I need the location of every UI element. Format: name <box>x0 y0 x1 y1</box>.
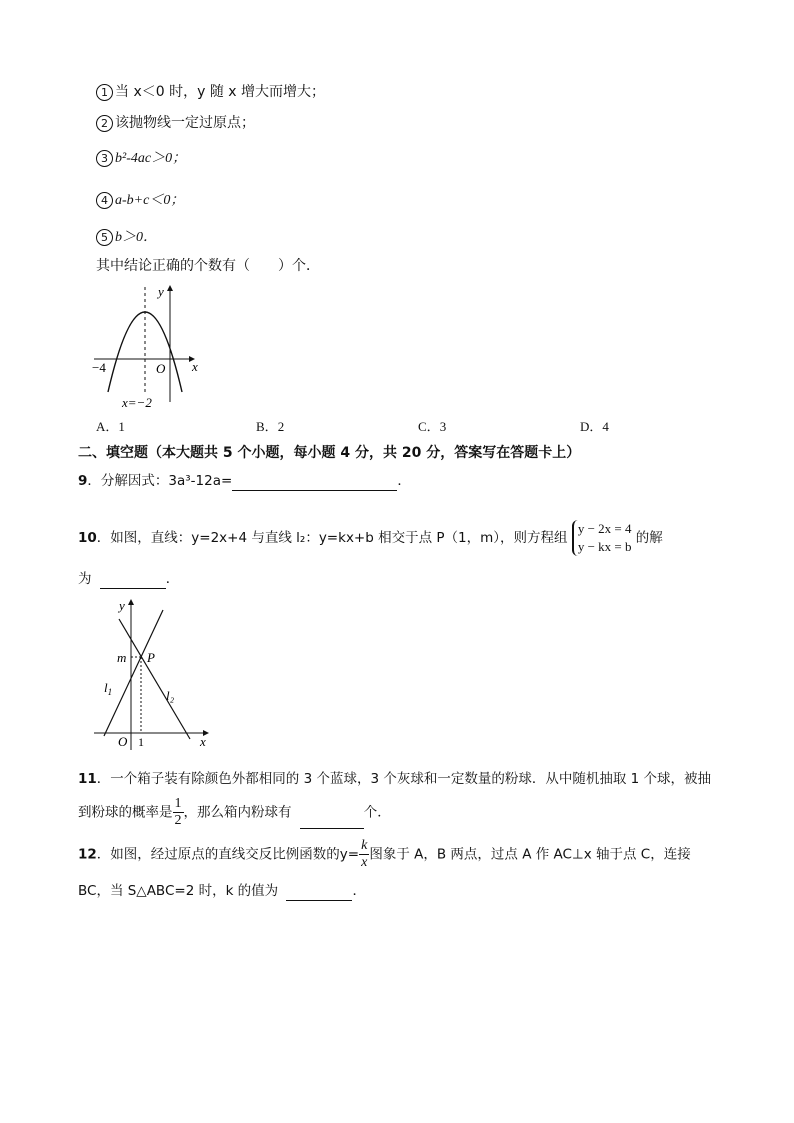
answer-blank[interactable] <box>300 814 364 829</box>
question-text: ．如图，直线：y=2x+4 与直线 l₂：y=kx+b 相交于点 P（1，m），则方程组 <box>96 530 568 546</box>
fraction: $\frac{k}{x}$ <box>361 838 368 870</box>
question-12: 12．如图，经过原点的直线交反比例函数的y= $\frac{k}{x}$ 图象于 A，B 两点，过点 A 作 AC⊥x 轴于点 C，连接 <box>78 838 691 870</box>
question-9: 9．分解因式：3a³-12a= ． <box>78 473 411 489</box>
question-number: 11 <box>78 771 97 787</box>
l2-label: l₂ <box>166 688 175 703</box>
statement-5 <box>96 227 157 248</box>
l1-label: $l_1$ <box>104 680 113 697</box>
section-title: 二、填空题（本大题共 5 个小题，每小题 4 分，共 20 分，答案写在答题卡上） <box>78 445 581 461</box>
question-10: 10．如图，直线：y=2x+4 与直线 l₂：y=kx+b 相交于点 P（1，m），则方程组 y − 2x = 4 y − kx = b 的解 <box>78 521 663 554</box>
equation-2: y − kx = b <box>577 539 632 554</box>
statement-text: 该抛物线一定过原点； <box>115 115 255 131</box>
equation-1: y − 2x = 4 <box>577 521 632 536</box>
statement-4 <box>96 190 184 211</box>
x-label: x <box>192 359 198 374</box>
question-number: 10 <box>78 530 97 546</box>
answer-blank[interactable] <box>100 574 166 589</box>
question-number: 9 <box>78 473 88 489</box>
y-label: y <box>119 598 125 613</box>
question-11 <box>78 769 711 789</box>
statement-text: b²-4ac＞0； <box>115 151 187 166</box>
statement-text: a-b+c＜0； <box>115 193 185 208</box>
m-label: m <box>117 650 127 665</box>
line-l1 <box>104 610 163 736</box>
question-text: ．分解因式：3a³-12a= <box>87 473 233 489</box>
answer-blank[interactable] <box>286 886 352 901</box>
statement-mark: 1 <box>96 84 113 101</box>
p-label: P <box>147 650 155 665</box>
choice-a[interactable]: A．1 <box>96 419 125 434</box>
statement-mark: 3 <box>96 150 113 167</box>
fraction: $\frac{1}{2}$ <box>174 796 182 828</box>
question-number: 12 <box>78 846 97 863</box>
answer-blank[interactable] <box>232 476 397 491</box>
x-label: x <box>200 734 206 749</box>
question-text: ．如图，经过原点的直线交反比例函数的y= <box>96 846 360 863</box>
statement-text: b＞0． <box>115 230 157 245</box>
origin-label: O <box>156 361 166 376</box>
choice-b[interactable]: B．2 <box>256 419 285 434</box>
y-label: y <box>158 284 164 299</box>
equation-system <box>572 520 632 556</box>
statement-mark: 2 <box>96 115 113 132</box>
question-prompt: 其中结论正确的个数有（ ）个． <box>96 258 320 274</box>
origin-label: O <box>118 734 128 749</box>
line-l2 <box>119 619 190 739</box>
statement-3 <box>96 148 186 169</box>
axis-label: x=−2 <box>122 395 152 410</box>
question-11-line2: 到粉球的概率是 $\frac{1}{2}$ ，那么箱内粉球有 个． <box>78 796 391 828</box>
choice-c[interactable]: C．3 <box>418 419 447 434</box>
question-12-line2: BC，当 S△ABC=2 时，k 的值为 ． <box>78 883 366 899</box>
statement-mark: 5 <box>96 229 113 246</box>
statement-1 <box>96 82 325 102</box>
root-label: −4 <box>92 360 106 375</box>
one-label: 1 <box>138 735 144 749</box>
statement-mark: 4 <box>96 192 113 209</box>
parabola-graph <box>88 282 218 410</box>
lines-graph <box>90 596 215 752</box>
question-text: ．一个箱子装有除颜色外都相同的 3 个蓝球，3 个灰球和一定数量的粉球．从中随机抽取 1 个球，被抽 <box>96 771 712 787</box>
statement-text: 当 x＜0 时，y 随 x 增大而增大； <box>115 84 326 100</box>
choice-d[interactable]: D．4 <box>580 419 609 434</box>
question-10-line2: 为 ． <box>78 571 180 587</box>
statement-2 <box>96 113 255 133</box>
